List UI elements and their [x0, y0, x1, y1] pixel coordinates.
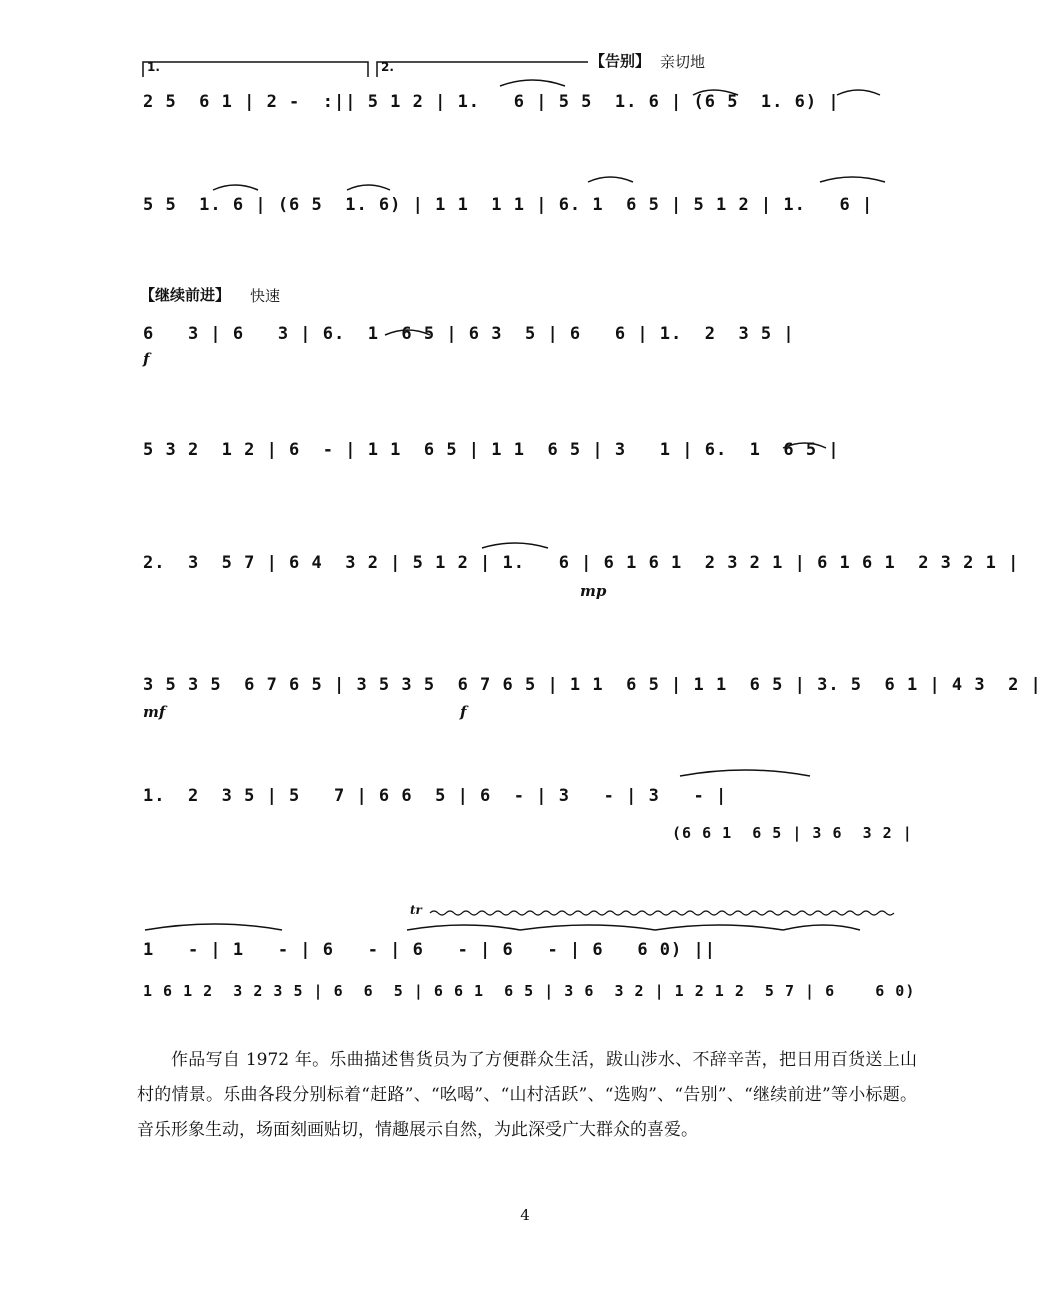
score-row-2: 5 5 1. 6 | (6 5 1. 6) | 1 1 1 1 | 6. 1 6 5 | 5 1 2 | 1. 6 | [143, 195, 874, 215]
score-row-8-accomp: 1 6 1 2 3 2 3 5 | 6 6 5 | 6 6 1 6 5 | 3 6 3 2 | 1 2 1 2 5 7 | 6 6 0) [143, 982, 916, 1000]
dynamic-forte-2: f [460, 703, 467, 721]
trill-mark: tr [410, 903, 422, 917]
tempo-continue: 快速 [250, 287, 281, 305]
section-title-continue: 【继续前进】 [140, 286, 231, 304]
volta-2: 2. [381, 60, 394, 74]
score-row-7-accomp: (6 6 1 6 5 | 3 6 3 2 | [672, 824, 913, 842]
commentary-paragraph: 作品写自 1972 年。乐曲描述售货员为了方便群众生活，跋山涉水、不辞辛苦，把日用百货送上山村的情景。乐曲各段分别标着“赶路”、“吆喝”、“山村活跃”、“选购”、“告别”、“继续前进”等小标题。音乐形象生动，场面刻画贴切，情趣展示自然，为此深受广大群众的喜爱。 [137, 1050, 917, 1140]
score-row-3: 6 3 | 6 3 | 6. 1 6 5 | 6 3 5 | 6 6 | 1. 2 3 5 | [143, 324, 795, 344]
volta-1: 1. [147, 60, 160, 74]
score-row-5: 2. 3 5 7 | 6 4 3 2 | 5 1 2 | 1. 6 | 6 1 6 1 2 3 2 1 | 6 1 6 1 2 3 2 1 | [143, 553, 1020, 573]
score-row-6: 3 5 3 5 6 7 6 5 | 3 5 3 5 6 7 6 5 | 1 1 6 5 | 1 1 6 5 | 3. 5 6 1 | 4 3 2 | [143, 675, 1042, 695]
dynamic-mezzo-piano: mp [580, 582, 607, 600]
tempo-farewell: 亲切地 [660, 53, 706, 71]
page-number: 4 [520, 1206, 530, 1224]
score-row-1: 2 5 6 1 | 2 - :|| 5 1 2 | 1. 6 | 5 5 1. 6 | (6 5 1. 6) | [143, 92, 840, 112]
score-row-7: 1. 2 3 5 | 5 7 | 6 6 5 | 6 - | 3 - | 3 - | [143, 786, 728, 806]
section-title-farewell: 【告别】 [590, 52, 651, 70]
dynamic-forte: f [143, 350, 150, 368]
score-row-8: 1 - | 1 - | 6 - | 6 - | 6 - | 6 6 0) || [143, 940, 716, 960]
dynamic-mezzo-forte: mf [143, 703, 166, 721]
score-row-4: 5 3 2 1 2 | 6 - | 1 1 6 5 | 1 1 6 5 | 3 1 | 6. 1 6 5 | [143, 440, 840, 460]
